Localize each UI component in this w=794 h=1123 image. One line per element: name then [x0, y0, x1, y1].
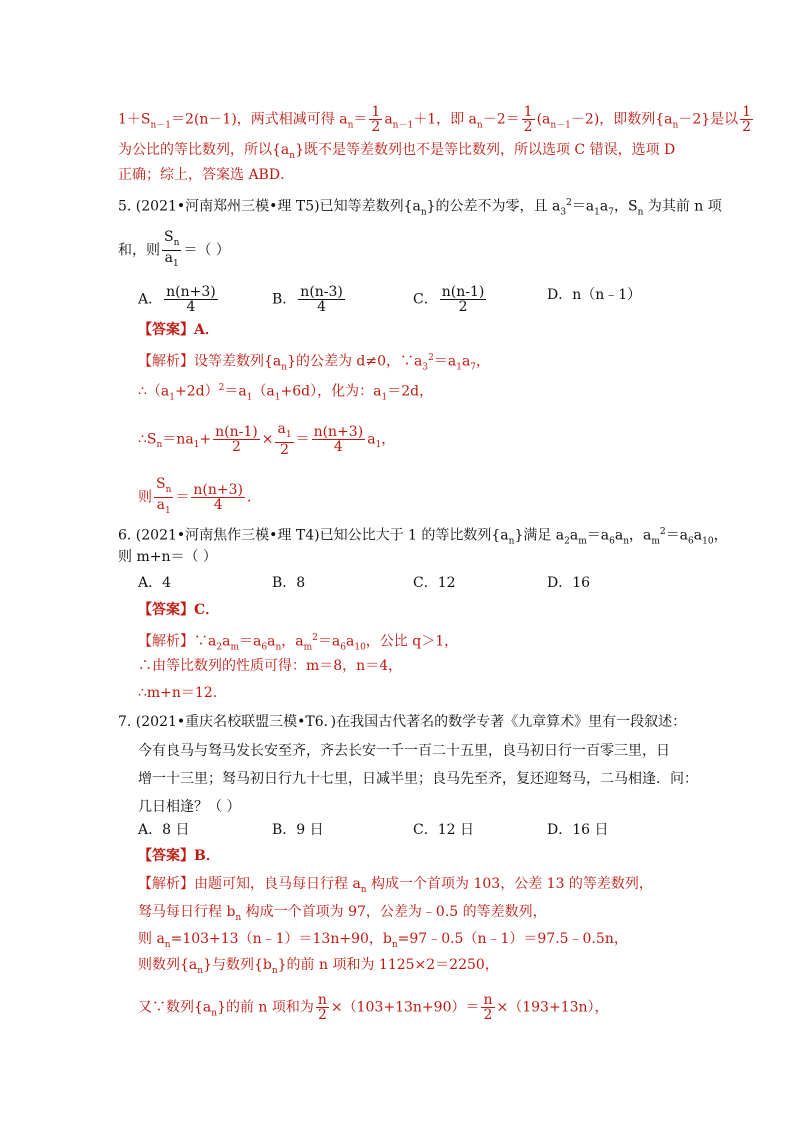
answer-5: 【答案】A．	[138, 322, 219, 338]
solution-5: $\therefore S_n=na_1+$ $\frac{n(n-1)}{2}$ × $\frac{a_1}{2}$ ＝ $\frac{n(n+3)}{4}$ $a_1$，	[138, 421, 396, 458]
option-a: A． $\frac{n(n+3)}{4}$	[138, 284, 216, 315]
option-a: A．4	[138, 575, 172, 591]
option-a: A．8 日	[138, 822, 190, 838]
question-5: 5. (2021•河南郑州三模•理 T5)已知等差数列$\{a_n\}$的公差不为零，且 $a_3^2=a_1a_7$，$S_n$ 为其前 n 项	[118, 198, 722, 218]
option-c: C．12 日	[413, 822, 474, 838]
answer-6: 【答案】C．	[138, 602, 220, 618]
solution-7: 【解析】由题可知，良马每日行程 $a_n$ 构成一个首项为 103，公差 13 的等差数列，	[138, 876, 653, 895]
solution-7: 驽马每日行程 $b_n$ 构成一个首项为 97，公差为﹣0.5 的等差数列，	[138, 904, 547, 923]
option-c: C．12	[413, 575, 456, 591]
solution-6: ∴m+n＝12．	[138, 685, 227, 701]
solution-6: 【解析】$\because a_2a_m=a_6a_n$，$a_m^2=a_6a_{10}$，公比 q＞1，	[138, 633, 459, 653]
text-line: 正确；综上，答案选 ABD．	[118, 167, 295, 183]
option-d: D．n（n﹣1）	[547, 287, 642, 303]
question-7-cont: 增一十三里；驽马初日行九十七里，日减半里；良马先至齐，复还迎驽马，二马相逢．问：	[138, 771, 698, 787]
fraction: $\frac{1}{2}$	[371, 104, 381, 135]
solution-5: 【解析】设等差数列$\{a_n\}$的公差为 d≠0，$\because a_3^2=a_1a_7$，	[138, 353, 491, 373]
solution-6: ∴由等比数列的性质可得：m＝8，n＝4，	[138, 658, 403, 674]
question-6: 6. (2021•河南焦作三模•理 T4)已知公比大于 1 的等比数列$\{a_n\}$满足 $a_2a_m=a_6a_n$，$a_m^2=a_6a_{10}$，	[118, 527, 728, 547]
question-5-cont: 和，则 $\frac{S_n}{a_1}$ ＝（ ）	[118, 229, 230, 269]
text-line: $1+S_{n-1}=2(n-1)$，两式相减可得 $a_n=$ $\frac{1}{2}$ $a_{n-1}+1$，即 $a_n-2=$ $\frac{1}{2}$ $(a_{n-1}-2)$，即数列$\{a_n-2\}$是以 $\frac{1}{2}$	[118, 104, 752, 135]
solution-7: 又∵数列$\{a_n\}$的前 n 项和为 $\frac{n}{2}$ ×（103+13n+90）＝ $\frac{n}{2}$ ×（193+13n），	[138, 992, 609, 1023]
solution-7: 则数列$\{a_n\}$与数列$\{b_n\}$的前 n 项和为 1125×2＝2250，	[138, 957, 499, 976]
option-b: B．8	[272, 575, 306, 591]
question-6-cont: 则 m+n＝（ ）	[118, 549, 217, 565]
option-b: B． $\frac{n(n-3)}{4}$	[272, 284, 343, 315]
option-c: C． $\frac{n(n-1)}{2}$	[413, 284, 485, 315]
option-d: D．16	[547, 575, 591, 591]
option-b: B．9 日	[272, 822, 324, 838]
question-7: 7. (2021•重庆名校联盟三模•T6．)在我国古代著名的数学专著《九章算术》里有一段叙述：	[118, 714, 687, 730]
question-7-cont: 今有良马与驽马发长安至齐，齐去长安一千一百二十五里，良马初日行一百零三里，日	[138, 743, 670, 759]
text-line: 为公比的等比数列，所以$\{a_n\}$既不是等差数列也不是等比数列，所以选项 C 错误，选项 D	[118, 142, 676, 161]
question-7-cont: 几日相逢？（ ）	[138, 799, 241, 815]
solution-7: 则 $a_n=103+13(n﹣1)=13n+90$，$b_n=97﹣0.5(n﹣1)=97.5﹣0.5n$，	[138, 931, 628, 950]
solution-5: 则 $\frac{S_n}{a_1}$ ＝ $\frac{n(n+3)}{4}$ ．	[138, 476, 261, 516]
solution-5: $\therefore(a_1+2d)^2=a_1(a_1+6d)$，化为：$a_1=2d$，	[138, 383, 434, 403]
option-d: D．16 日	[547, 822, 609, 838]
answer-7: 【答案】B．	[138, 848, 220, 864]
